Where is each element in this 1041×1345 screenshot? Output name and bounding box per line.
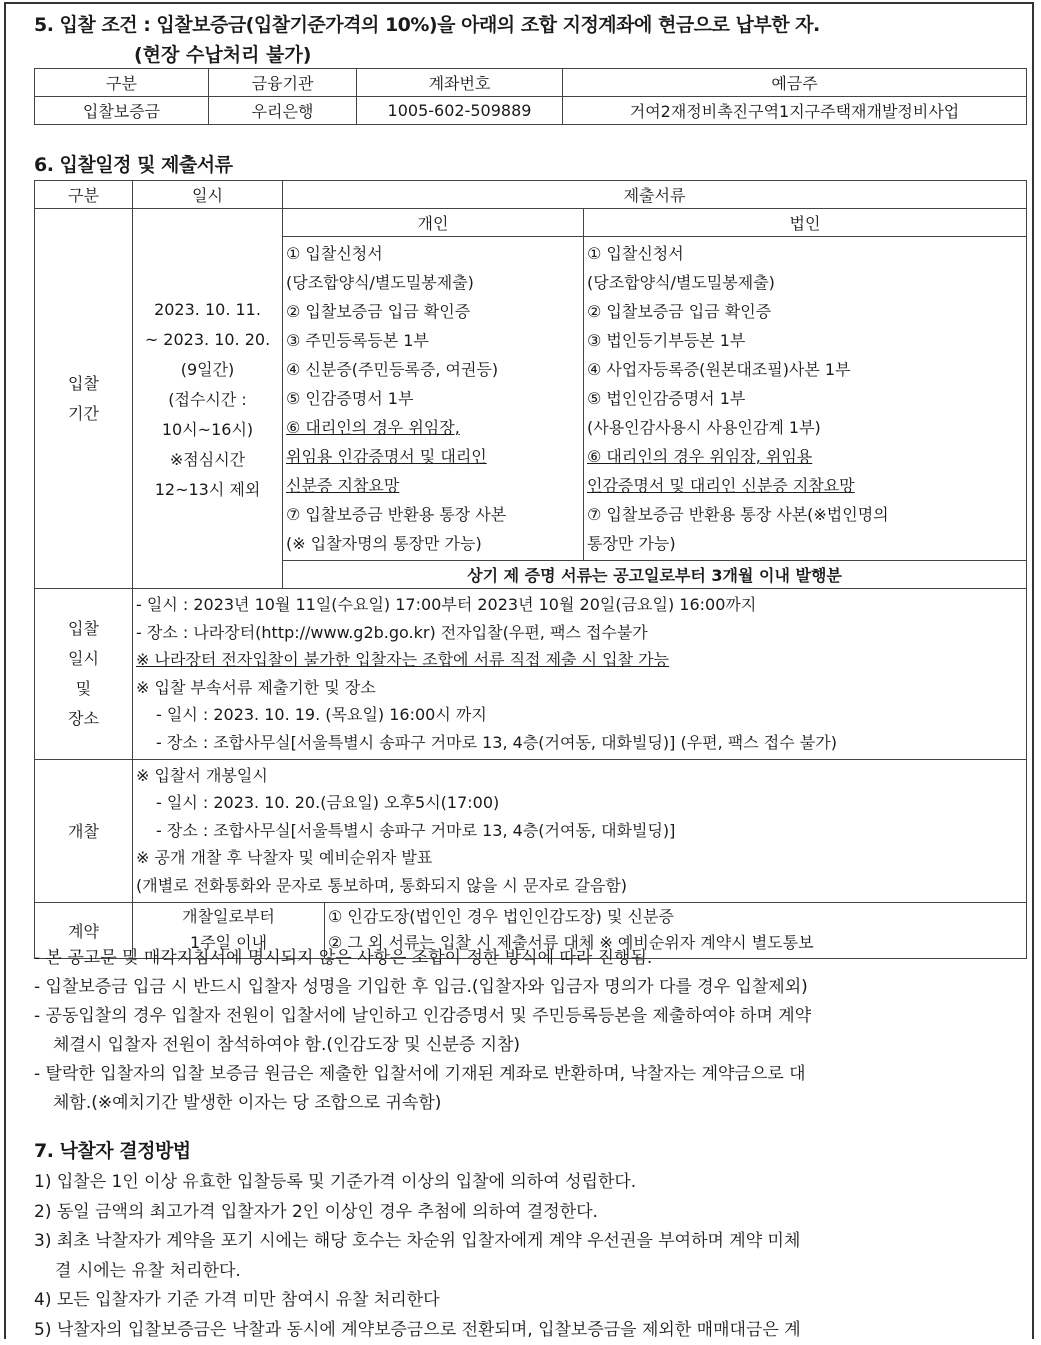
- content-line: ※ 공개 개찰 후 낙찰자 및 예비순위자 발표: [136, 848, 433, 868]
- table-header-row: [35, 69, 1027, 97]
- header-cell: 구분: [35, 69, 209, 97]
- section5-title: 5. 입찰 조건 : 입찰보증금(입찰기준가격의 10%)을 아래의 조합 지정계좌에 현금으로 납부한 자.: [34, 14, 820, 36]
- section6-title: 6. 입찰일정 및 제출서류: [34, 154, 233, 176]
- note-line: 체결시 입찰자 전원이 참석하여야 함.(인감도장 및 신분증 지참): [53, 1035, 521, 1055]
- content-line: - 장소 : 조합사무실[서울특별시 송파구 거마로 13, 4층(거여동, 대화빌딩)] (우편, 팩스 접수 불가): [156, 732, 837, 752]
- doc-line: ② 입찰보증금 입금 확인증: [286, 302, 471, 321]
- content-line: (개별로 전화통화와 문자로 통보하며, 통화되지 않을 시 문자로 갈음함): [136, 875, 628, 895]
- doc-line: (※ 입찰자명의 통장만 가능): [286, 534, 482, 553]
- label-line: 및: [75, 678, 92, 698]
- datetime-line: 1주일 이내: [189, 933, 268, 953]
- content-line: ① 인감도장(법인인 경우 법인인감도장) 및 신분증: [328, 907, 674, 927]
- doc-line: 인감증명서 및 대리인 신분증 지참요망: [587, 476, 855, 495]
- header-cell: 계좌번호: [357, 69, 563, 97]
- section7-content: [34, 1168, 1024, 1339]
- doc-line: (당조합양식/별도밀봉제출): [587, 273, 775, 292]
- individual-documents: [283, 237, 584, 561]
- content-line: ※ 입찰 부속서류 제출기한 및 장소: [136, 677, 376, 697]
- doc-line: ② 입찰보증금 입금 확인증: [587, 302, 772, 321]
- doc-line: ① 입찰신청서: [587, 244, 684, 263]
- doc-line: (당조합양식/별도밀봉제출): [286, 273, 474, 292]
- account-number: 1005-602-509889: [357, 97, 563, 125]
- note-line: - 입찰보증금 입금 시 반드시 입찰자 성명을 기입한 후 입금.(입찰자와 입금자 명의가 다를 경우 입찰제외): [34, 977, 808, 997]
- doc-line: ③ 주민등록등본 1부: [286, 331, 429, 350]
- account-table: [34, 68, 1027, 125]
- section5-note: (현장 수납처리 불가): [134, 44, 312, 66]
- corporate-documents: [584, 237, 1027, 561]
- rule-line: 1) 입찰은 1인 이상 유효한 입찰등록 및 기준가격 이상의 입찰에 의하여 성립한다.: [34, 1172, 637, 1192]
- doc-line: ④ 신분증(주민등록증, 여권등): [286, 360, 499, 379]
- doc-line: ⑥ 대리인의 경우 위임장,: [286, 418, 460, 437]
- section7-title: 7. 낙찰자 결정방법: [34, 1140, 191, 1162]
- table-header-row: [35, 209, 1027, 237]
- content-line: - 일시 : 2023년 10월 11일(수요일) 17:00부터 2023년 10월 20일(금요일) 16:00까지: [136, 595, 757, 614]
- table-row: [35, 97, 1027, 125]
- rule-line: 5) 낙찰자의 입찰보증금은 낙찰과 동시에 계약보증금으로 전환되며, 입찰보증금을 제외한 매매대금은 계: [34, 1319, 801, 1339]
- table-header-row: [35, 181, 1027, 209]
- content-line: ② 그 외 서류는 입찰 시 제출서류 대체 ※ 예비순위자 계약시 별도통보: [328, 933, 814, 953]
- content-line: - 일시 : 2023. 10. 20.(금요일) 오후5시(17:00): [156, 793, 500, 813]
- datetime-line: (9일간): [180, 359, 235, 379]
- doc-line: 신분증 지참요망: [286, 476, 400, 495]
- content-line: ※ 나라장터 전자입찰이 불가한 입찰자는 조합에 서류 직접 제출 시 입찰 가능: [136, 650, 670, 670]
- header-corporate: 법인: [584, 209, 1027, 237]
- doc-line: ⑤ 인감증명서 1부: [286, 389, 414, 408]
- doc-line: (사용인감사용시 사용인감계 1부): [587, 418, 821, 437]
- validity-note: 상기 제 증명 서류는 공고일로부터 3개월 이내 발행분: [283, 561, 1027, 589]
- table-row: [35, 589, 1027, 760]
- period-label: [35, 209, 133, 589]
- opening-content: [133, 759, 1027, 902]
- doc-line: ⑥ 대리인의 경우 위임장, 위임용: [587, 447, 813, 466]
- content-line: ※ 입찰서 개봉일시: [136, 765, 268, 785]
- label-line: 기간: [68, 403, 99, 423]
- datetime-line: 10시~16시): [161, 419, 254, 439]
- doc-line: ⑦ 입찰보증금 반환용 통장 사본(※법인명의: [587, 505, 889, 524]
- rule-line: 4) 모든 입찰자가 기준 가격 미만 참여시 유찰 처리한다: [34, 1290, 440, 1310]
- header-documents: 제출서류: [283, 181, 1027, 209]
- datetime-line: 12~13시 제외: [154, 479, 261, 499]
- header-category: 구분: [35, 181, 133, 209]
- schedule-table: [34, 180, 1027, 959]
- note-line: - 탈락한 입찰자의 입찰 보증금 원금은 제출한 입찰서에 기재된 계좌로 반환하며, 낙찰자는 계약금으로 대: [34, 1064, 806, 1084]
- document-page: [4, 2, 1034, 1339]
- label-line: 입찰: [68, 373, 99, 393]
- label-line: 입찰: [68, 618, 99, 638]
- contract-label: 계약: [35, 902, 133, 958]
- rule-line: 2) 동일 금액의 최고가격 입찰자가 2인 이상인 경우 추첨에 의하여 결정한다.: [34, 1201, 598, 1222]
- datetime-line: 개찰일로부터: [182, 907, 275, 927]
- note-line: 체함.(※예치기간 발생한 이자는 당 조합으로 귀속함): [53, 1093, 442, 1113]
- account-holder: 거여2재정비촉진구역1지구주택재개발정비사업: [563, 97, 1027, 125]
- doc-line: ④ 사업자등록증(원본대조필)사본 1부: [587, 360, 851, 379]
- bid-place-label: [35, 589, 133, 760]
- label-line: 장소: [68, 708, 99, 728]
- deposit-type: 입찰보증금: [35, 97, 209, 125]
- header-cell: 예금주: [563, 69, 1027, 97]
- content-line: - 장소 : 나라장터(http://www.g2b.go.kr) 전자입찰(우편, 팩스 접수불가: [136, 622, 648, 642]
- note-line: - 본 공고문 및 매각지침서에 명시되지 않은 사항은 조합이 정한 방식에 따라 진행됨.: [34, 948, 653, 968]
- header-cell: 금융기관: [209, 69, 357, 97]
- content-line: - 장소 : 조합사무실[서울특별시 송파구 거마로 13, 4층(거여동, 대화빌딩)]: [156, 820, 676, 840]
- note-line: - 공동입찰의 경우 입찰자 전원이 입찰서에 날인하고 인감증명서 및 주민등록등본을 제출하여야 하며 계약: [34, 1006, 812, 1026]
- header-individual: 개인: [283, 209, 584, 237]
- doc-line: ③ 법인등기부등본 1부: [587, 331, 746, 350]
- doc-line: 위임용 인감증명서 및 대리인: [286, 447, 487, 466]
- general-notes: [34, 944, 1024, 1118]
- datetime-line: ※점심시간: [169, 449, 246, 469]
- table-row: [35, 759, 1027, 902]
- doc-line: ① 입찰신청서: [286, 244, 383, 263]
- header-datetime: 일시: [133, 181, 283, 209]
- content-line: - 일시 : 2023. 10. 19. (목요일) 16:00시 까지: [156, 705, 487, 725]
- doc-line: 통장만 가능): [587, 534, 676, 553]
- bank-name: 우리은행: [209, 97, 357, 125]
- datetime-line: ~ 2023. 10. 20.: [144, 329, 271, 349]
- datetime-line: 2023. 10. 11.: [154, 299, 261, 319]
- doc-line: ⑤ 법인인감증명서 1부: [587, 389, 746, 408]
- rule-line: 결 시에는 유찰 처리한다.: [55, 1260, 241, 1281]
- doc-line: ⑦ 입찰보증금 반환용 통장 사본: [286, 505, 507, 524]
- datetime-line: (접수시간 :: [168, 389, 247, 409]
- period-datetime: [133, 209, 283, 589]
- rule-line: 3) 최초 낙찰자가 계약을 포기 시에는 해당 호수는 차순위 입찰자에게 계약 우선권을 부여하며 계약 미체: [34, 1231, 801, 1251]
- opening-label: 개찰: [35, 759, 133, 902]
- bid-place-content: [133, 589, 1027, 760]
- label-line: 일시: [68, 648, 99, 668]
